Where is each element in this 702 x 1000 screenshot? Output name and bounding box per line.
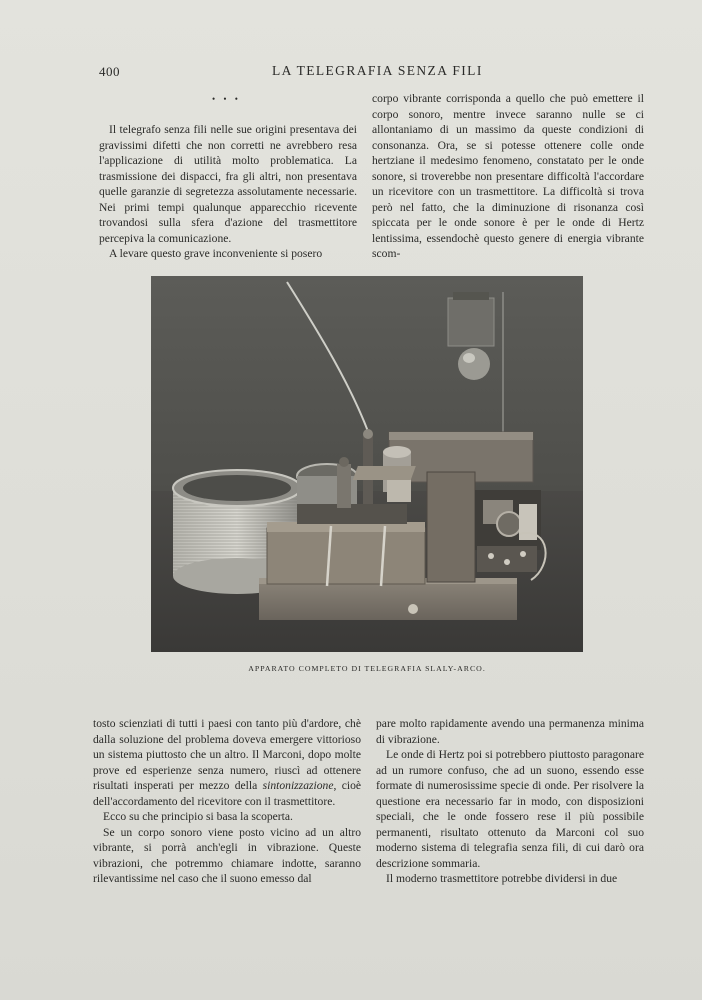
column-bottom-right	[376, 716, 644, 887]
column-top-left	[99, 122, 357, 262]
paragraph: Se un corpo sonoro viene posto vicino ad un altro vibrante, si porrà anch'egli in vibrazione. Queste vibrazioni, che potremmo chiamare indotte, saranno rilevantissime nel caso che il suono emesso dal	[93, 825, 361, 885]
front-case	[267, 528, 425, 584]
apparatus-photograph	[151, 276, 583, 652]
transformer-block	[427, 472, 475, 582]
paragraph: pare molto rapidamente avendo una permanenza minima di vibrazione.	[376, 717, 644, 746]
column-top-right	[372, 91, 644, 262]
paragraph: A levare questo grave inconveniente si posero	[109, 247, 323, 260]
paragraph-text: , cioè dell'accordamento del ricevitore con il trasmettitore.	[93, 779, 362, 808]
knob	[408, 604, 418, 614]
paragraph: Il moderno trasmettitore potrebbe dividersi in due	[386, 872, 618, 885]
paragraph: Il telegrafo senza fili nelle sue origini presentava dei gravissimi difetti che non corretti ne avrebbero resa l'applicazione di utilità molto problematica. La trasmissione dei dispacci, fra gli altri, non presentava quelle garanzie di segretezza assolutamente necessarie. Nei primi tempi qualunque apparecchio ricevente trovandosi sulla sfera d'azione del trasmettitore percepiva la comunicazione.	[99, 123, 357, 245]
italic-term: sintonizzazione	[262, 779, 334, 792]
column-bottom-left	[93, 716, 361, 887]
figure-caption: APPARATO COMPLETO DI TELEGRAFIA SLALY-ARCO.	[248, 664, 486, 673]
ornament-dinkus: • • •	[212, 94, 241, 104]
running-title: LA TELEGRAFIA SENZA FILI	[272, 63, 483, 78]
paragraph: Ecco su che principio si basa la scoperta.	[103, 810, 293, 823]
paragraph	[93, 716, 361, 809]
bell-dome	[458, 348, 490, 380]
page-number: 400	[99, 64, 120, 79]
paragraph-text: tosto scienziati di tutti i paesi con tanto più d'ardore, chè dalla soluzione del problema doveva emergere vittorioso un sistema piuttosto che un altro. Il Marconi, dopo molte prove ed esperienze senza numero, riuscì ad ottenere risultati insperati per mezzo della	[93, 717, 361, 792]
paragraph: corpo vibrante corrisponda a quello che può emettere il corpo sonoro, mentre invece saranno nulle se ci allontaniamo di un massimo da queste condizioni di consonanza. Ora, se si potesse ottenere colle onde hertziane il medesimo fenomeno, constatato per le onde sonore, si troverebbe non presentare difficoltà l'accordare un ricevitore con un trasmettitore. La difficoltà si trova però nel fatto, che la diminuzione di risonanza così spiccata per le onde sonore è per le onde di Hertz lentissima, essendochè questo genere di energia vibrante scom-	[372, 92, 644, 260]
wall-bell-box	[448, 298, 494, 346]
paragraph: Le onde di Hertz poi si potrebbero piuttosto paragonare ad un rumore confuso, che ad un suono, essendo esse formate di numerosissime specie di onde. Per risolvere la questione era necessario far in modo, con disposizioni speciali, che le onde fossero rese il più possibile permanenti, risultato ottenuto da Marconi col suo moderno sistema di telegrafia senza fili, di cui darò ora descrizione sommaria.	[376, 748, 644, 870]
